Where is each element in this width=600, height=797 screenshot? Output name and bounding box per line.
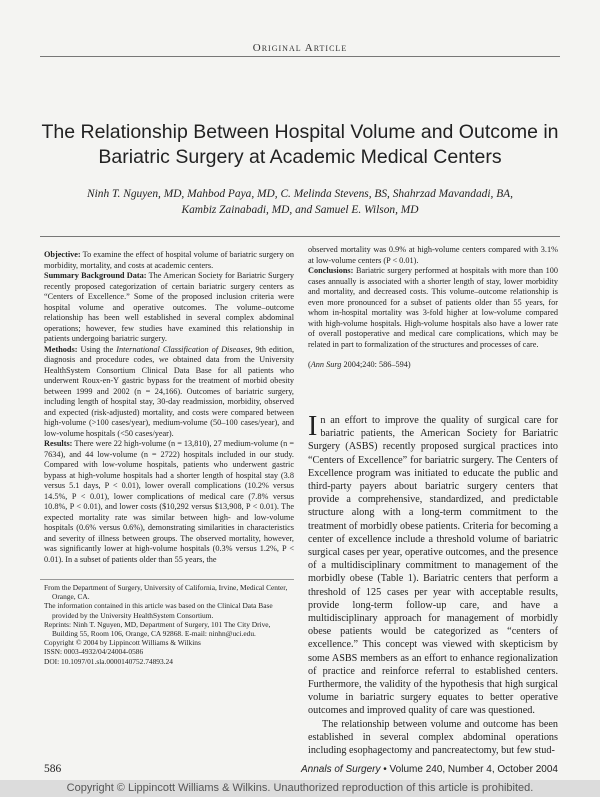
journal-name: Annals of Surgery (301, 764, 381, 775)
page-number: 586 (44, 763, 62, 775)
author-line-2: Kambiz Zainabadi, MD, and Samuel E. Wilson, MD (181, 204, 419, 216)
results-text: There were 22 high-volume (n = 13,810), 27 medium-volume (n = 7634), and 44 low-volume (n = 2722) hospitals included in our study. Compared with low-volume hospitals, patients who underwent gastric bypass at high-volume hospitals had a shorter length of hospital stay (3.8 versus 5.1 days, P < 0.01), lower overall complications (10.2% versus 14.5%, P < 0.01), lower complications of medical care (7.8% versus 10.8%, P < 0.01), and lower costs ($10,292 versus $13,908, P < 0.01). The expected mortality rate was similar between high- and low-volume hospitals (0.6% versus 0.6%), demonstrating similarities in characteristics and severity of illness between groups. The observed mortality, however, was significantly lower at high-volume hospitals (0.3% versus 1.2%, P < 0.01). In a subset of patients older than 55 years, the (44, 439, 294, 564)
abstract-objective (44, 250, 294, 271)
abstract-left-column (44, 250, 294, 565)
article-title: The Relationship Between Hospital Volume and Outcome in Bariatric Surgery at Academic Medical Centers (41, 121, 559, 168)
abstract-rule (40, 236, 560, 237)
footnote-affiliation: From the Department of Surgery, University of California, Irvine, Medical Center, Orange, CA. (44, 583, 288, 602)
citation-ref: 2004;240: 586–594 (343, 360, 408, 369)
header-rule (40, 56, 560, 57)
conclusions-text: Bariatric surgery performed at hospitals with more than 100 cases annually is associated with a shorter length of stay, lower morbidity and mortality, and decreased costs. This volume–outcome relationship is even more pronounced for a subset of patients older than 55 years, for whom in-hospital mortality was 3-fold higher at low-volume compared with high-volume hospitals. High-volume hospitals also have a lower rate of overall postoperative and medical care complications, which may be related in part to formalization of the structures and processes of care. (308, 266, 559, 349)
abstract-background (44, 271, 294, 345)
abstract-conclusions (308, 266, 558, 350)
author-line-1: Ninh T. Nguyen, MD, Mahbod Paya, MD, C. Melinda Stevens, BS, Shahrzad Mavandadi, BA, (87, 188, 513, 200)
footnote-copyright: Copyright © 2004 by Lippincott Williams & Wilkins (44, 638, 201, 648)
abstract-results (44, 439, 294, 565)
abstract-methods (44, 345, 294, 440)
methods-text-1: Using the (80, 344, 114, 354)
results-continued: observed mortality was 0.9% at high-volume centers compared with 3.1% at low-volume centers (P < 0.01). (308, 245, 558, 265)
author-list (40, 186, 560, 218)
methods-label: Methods: (44, 344, 78, 354)
footnote-doi: DOI: 10.1097/01.sla.0000140752.74893.24 (44, 656, 173, 666)
drop-cap: I (308, 411, 318, 442)
body-column (308, 411, 558, 757)
citation-journal: Ann Surg (310, 360, 342, 369)
footnote-reprints: Reprints: Ninh T. Nguyen, MD, Department of Surgery, 101 The City Drive, Building 55, Room 106, Orange, CA 92868. E-mail: ninhn@uci.edu. (44, 619, 271, 639)
methods-text-2: , 9th edition, diagnosis and procedure codes, we obtained data from the University HealthSystem Consortium Clinical Data Base for all patients who underwent Roux-en-Y gastric bypass for the treatment of morbid obesity between 1999 and 2002 (n = 24,166). Outcomes of bariatric surgery, including length of hospital stay, 30-day readmission, morbidity, observed and expected (risk-adjusted) mortality, and costs were compared between high-volume (>100 cases/year), medium-volume (50–100 cases/year), and low-volume hospitals (<50 cases/year). (44, 344, 295, 438)
section-label: Original Article (252, 42, 348, 54)
background-text: The American Society for Bariatric Surgery recently proposed categorization of certain bariatric surgery centers as “Centers of Excellence.” Some of the proposed inclusion criteria were hospital volume and operative outcomes. The volume–outcome relationship has been well established in several complex abdominal operations; however, few studies have examined this relationship in patients undergoing bariatric surgery. (44, 271, 294, 343)
footnotes (44, 583, 294, 666)
footnote-issn: ISSN: 0003-4932/04/24004-0586 (44, 647, 144, 657)
results-label: Results: (44, 439, 73, 448)
citation: (Ann Surg 2004;240: 586–594) (308, 360, 411, 369)
methods-italic: International Classification of Diseases (116, 344, 251, 354)
footnote-rule (40, 579, 294, 580)
journal-issue: • Volume 240, Number 4, October 2004 (380, 764, 558, 775)
body-paragraph-1-text: n an effort to improve the quality of surgical care for bariatric patients, the American Society for Bariatric Surgery (ASBS) recently proposed surgical practices into “Centers of Excellence” for bariatric surgery. The Centers of Excellence program was initiated to educate the public and third-party payers about bariatric surgery centers that provide a comprehensive, standardized, and predictable structure along with a long-term commitment to the treatment of morbidly obese patients. Criteria for becoming a center of excellence include a threshold volume of bariatric surgical cases per year, operative outcomes, and the presence of a multidisciplinary commitment to management of the morbidly obese (Table 1). Bariatric centers that perform a threshold of 125 cases per year with acceptable results, provide long-term follow-up care, and have a multidisciplinary approach for management of morbidly obese patients would be categorized as “centers of excellence.” This concept was viewed with skepticism by some ASBS members as an effort to enhance regionalization of practice and reinforce referral to established centers. Furthermore, the validity of the hypothesis that high surgical volume in bariatric surgery equates to better operative outcomes and improved quality of care was questioned. (308, 415, 558, 717)
abstract-right-column (308, 245, 558, 371)
copyright-bar: Copyright © Lippincott Williams & Wilkins. Unauthorized reproduction of this article is prohibited. (0, 780, 600, 797)
objective-text: To examine the effect of hospital volume of bariatric surgery on morbidity, mortality, and costs at academic centers. (44, 250, 294, 270)
objective-label: Objective: (44, 250, 81, 259)
background-label: Summary Background Data: (44, 271, 147, 280)
footnote-data-source: The information contained in this article was based on the Clinical Data Base provided by the University HealthSystem Consortium. (44, 601, 273, 620)
conclusions-label: Conclusions: (308, 266, 354, 275)
body-paragraph-1 (308, 411, 558, 718)
body-paragraph-2: The relationship between volume and outcome has been established in several complex abdominal operations including esophagectomy and pancreatectomy, but few stud- (308, 718, 558, 757)
journal-info (301, 764, 558, 775)
